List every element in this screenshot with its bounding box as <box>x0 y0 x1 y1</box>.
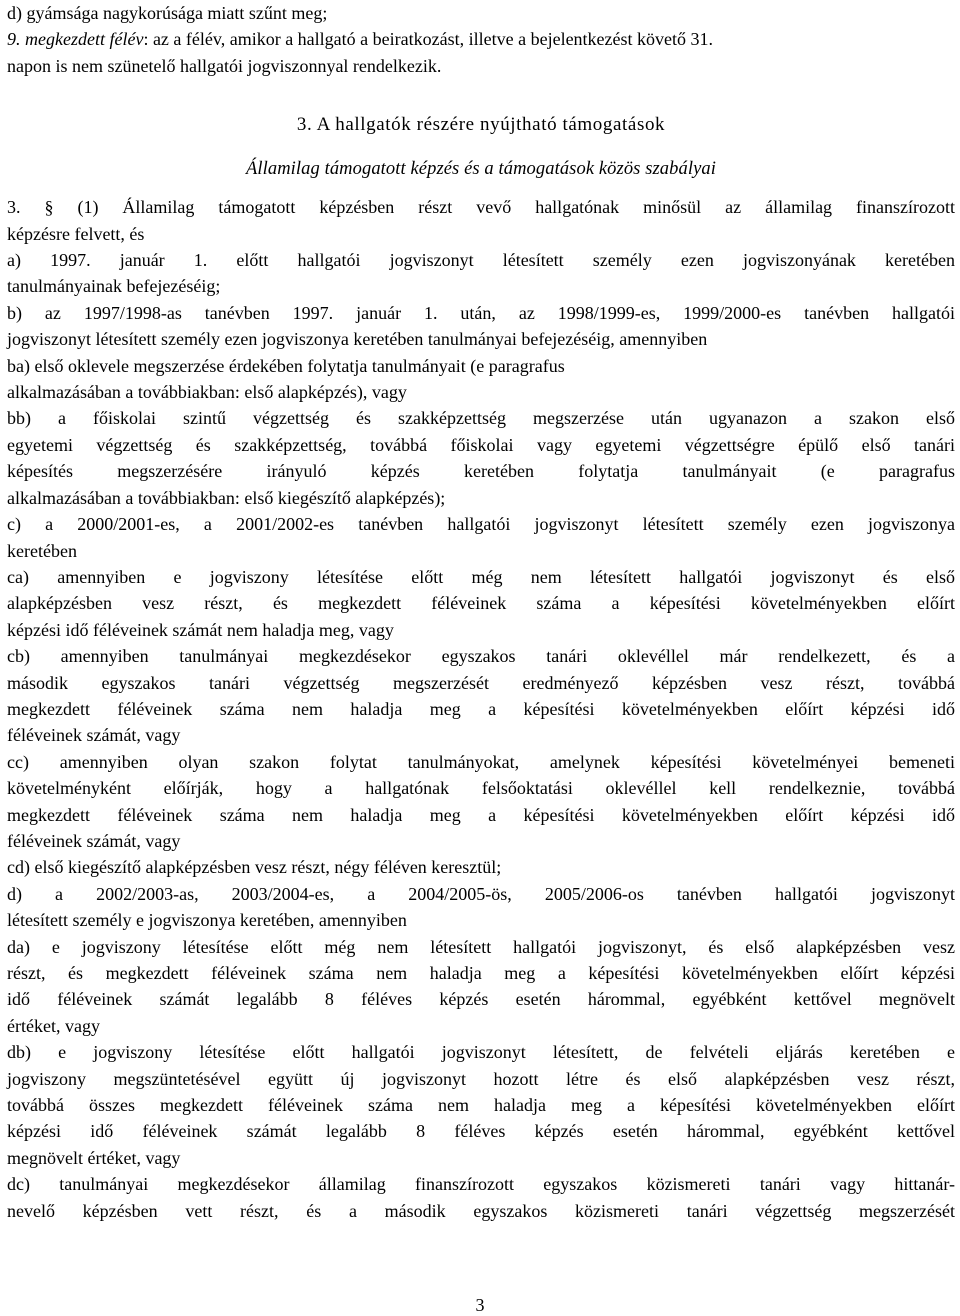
definition-line <box>7 26 955 52</box>
body-line: alkalmazásában a továbbiakban: első kiegészítő alapképzés); <box>7 487 446 508</box>
body-line: b) az 1997/1998-as tanévben 1997. január 1. után, az 1998/1999-es, 1999/2000-es tanévben hallgatói <box>7 302 955 323</box>
text-line: d) gyámsága nagykorúsága miatt szűnt meg; <box>7 3 328 23</box>
text-line: napon is nem szünetelő hallgatói jogviszonnyal rendelkezik. <box>7 55 442 76</box>
body-line: idő féléveinek számát legalább 8 féléves képzés esetén hárommal, egyébként kettővel megnövelt <box>7 989 955 1010</box>
body-line: képzésre felvett, és <box>7 223 145 244</box>
defined-term: 9. megkezdett félév <box>7 29 144 50</box>
body-line: dc) tanulmányai megkezdésekor államilag finanszírozott egyszakos közismereti tanári vagy hittanár- <box>7 1174 955 1195</box>
body-line: nevelő képzésben vett részt, és a második egyszakos közismereti tanári végzettség megszerzését <box>7 1200 955 1221</box>
definition-text: : az a félév, amikor a hallgató a beiratkozást, illetve a bejelentkezést követő 31. <box>143 29 714 50</box>
body-line: második egyszakos tanári végzettség megszerzését eredményező képzésben vesz részt, továbbá <box>7 672 955 693</box>
body-line: képzési idő féléveinek számát nem haladja meg, vagy <box>7 619 394 640</box>
document-page <box>7 0 955 1224</box>
body-line: részt, és megkezdett féléveinek száma nem haladja meg a képesítési követelményekben előírt képzési <box>7 963 955 983</box>
body-line: jogviszonyt létesített személy ezen jogviszonya keretében tanulmányai befejezéséig, amennyiben <box>7 329 708 350</box>
body-line: megkezdett féléveinek száma nem haladja meg a képesítési követelményekben előírt képzési idő <box>7 804 955 825</box>
body-line: db) e jogviszony létesítése előtt hallgatói jogviszonyt létesített, de felvételi eljárás keretében e <box>7 1042 955 1063</box>
body-line: ca) amennyiben e jogviszony létesítése előtt még nem létesített hallgatói jogviszonyt és első <box>7 566 955 587</box>
body-line: képesítés megszerzésére irányuló képzés keretében folytatja tanulmányait (e paragrafus <box>7 461 955 482</box>
body-line: alkalmazásában a továbbiakban: első alapképzés), vagy <box>7 382 407 403</box>
body-line: d) a 2002/2003-as, 2003/2004-es, a 2004/2005-ös, 2005/2006-os tanévben hallgatói jogviszonyt <box>7 883 955 904</box>
body-line: c) a 2000/2001-es, a 2001/2002-es tanévben hallgatói jogviszonyt létesített személy ezen jogviszonya <box>7 514 955 535</box>
body-line: féléveinek számát, vagy <box>7 725 181 746</box>
body-line: értéket, vagy <box>7 1015 100 1036</box>
body-line: jogviszony megszüntetésével együtt új jogviszonyt hozott létre és első alapképzésben vesz részt, <box>7 1068 955 1089</box>
body-line: alapképzésben vesz részt, és megkezdett féléveinek száma a képesítési követelményekben előírt <box>7 593 955 614</box>
body-line: tanulmányainak befejezéséig; <box>7 276 221 297</box>
body-line: ba) első oklevele megszerzése érdekében folytatja tanulmányait (e paragrafus <box>7 355 565 376</box>
section-subheading: Államilag támogatott képzés és a támogatások közös szabályai <box>245 159 716 180</box>
body-line: cd) első kiegészítő alapképzésben vesz részt, négy féléven keresztül; <box>7 857 502 878</box>
body-line: cc) amennyiben olyan szakon folytat tanulmányokat, amelynek képesítési követelményei bemeneti <box>7 751 955 772</box>
body-line: keretében <box>7 540 77 561</box>
section-heading: 3. A hallgatók részére nyújtható támogatások <box>296 114 666 136</box>
body-line: megkezdett féléveinek száma nem haladja meg a képesítési követelményekben előírt képzési idő <box>7 698 955 719</box>
body-line: továbbá összes megkezdett féléveinek száma nem haladja meg a képesítési követelményekben előírt <box>7 1095 955 1116</box>
body-line: cb) amennyiben tanulmányai megkezdésekor egyszakos tanári oklevéllel már rendelkezett, és a <box>7 646 955 667</box>
body-line: egyetemi végzettség és szakképzettség, továbbá főiskolai vagy egyetemi végzettségre épülő első tanári <box>7 434 955 455</box>
body-line: létesített személy e jogviszonya keretében, amennyiben <box>7 910 407 931</box>
body-text <box>7 194 955 1224</box>
body-line: féléveinek számát, vagy <box>7 830 181 851</box>
body-line: a) 1997. január 1. előtt hallgatói jogviszonyt létesített személy ezen jogviszonyának keretében <box>7 250 955 271</box>
page-number: 3 <box>475 1295 485 1315</box>
body-line: megnövelt értéket, vagy <box>7 1147 181 1168</box>
body-line: bb) a főiskolai szintű végzettség és szakképzettség megszerzése után ugyanazon a szakon első <box>7 408 955 429</box>
body-line: követelményként előírják, hogy a hallgatónak felsőoktatási oklevéllel kell rendelkeznie, továbbá <box>7 778 955 799</box>
body-line: 3. § (1) Államilag támogatott képzésben részt vevő hallgatónak minősül az államilag finanszírozott <box>7 197 955 218</box>
body-line: képzési idő féléveinek számát legalább 8 féléves képzés esetén hárommal, egyébként kettővel <box>7 1121 955 1142</box>
body-line: da) e jogviszony létesítése előtt még nem létesített hallgatói jogviszonyt, és első alapképzésben vesz <box>7 936 955 957</box>
